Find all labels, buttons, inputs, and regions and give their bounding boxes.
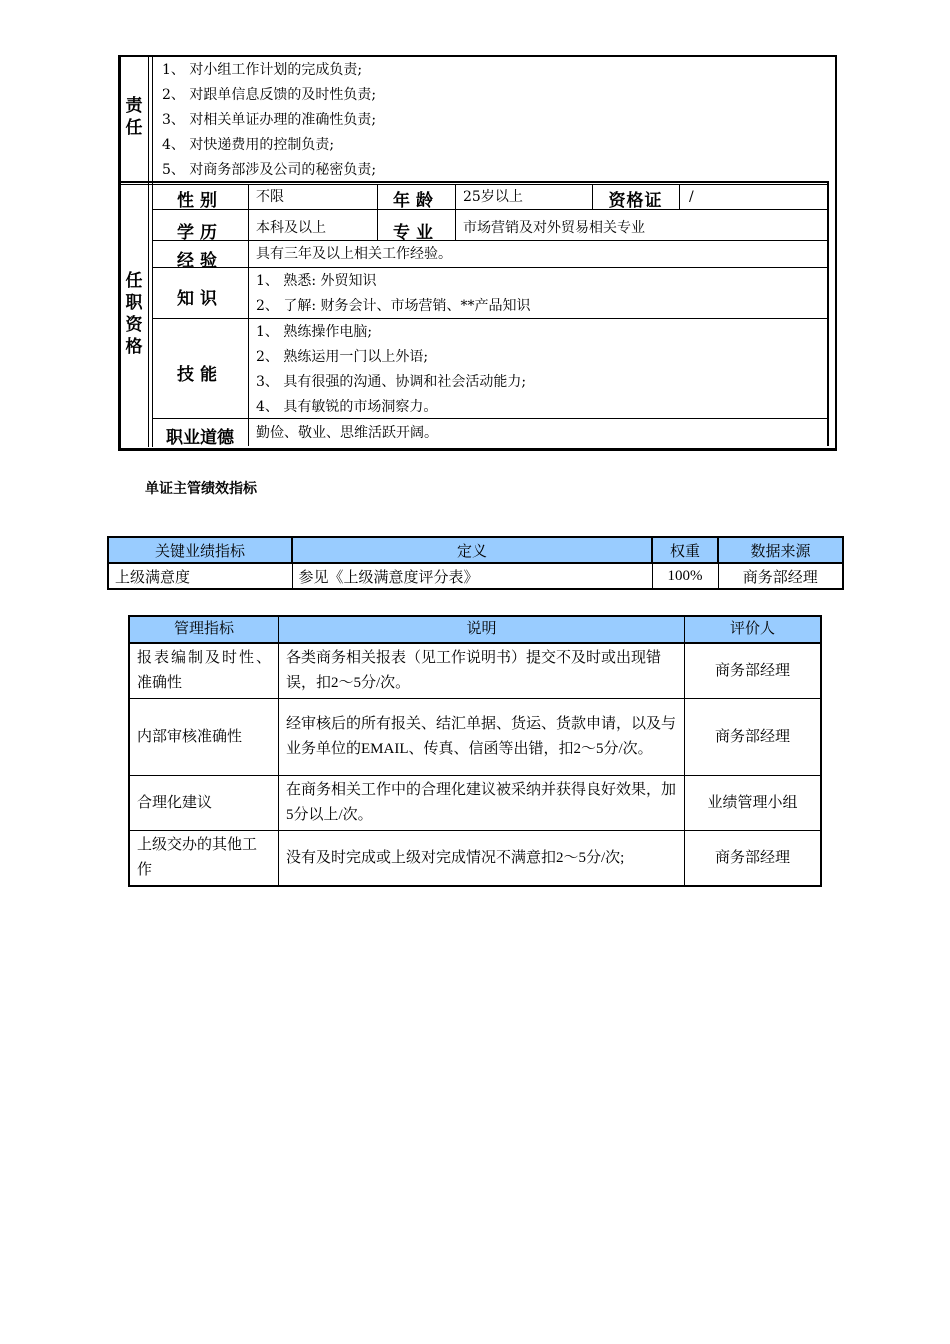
inner-border — [827, 181, 829, 446]
mgmt-cell: 商务部经理 — [685, 831, 822, 887]
kpi-header: 关键业绩指标 — [108, 537, 292, 563]
table-row — [129, 643, 821, 699]
knowledge-item: 1、 熟悉: 外贸知识 — [256, 273, 377, 289]
kpi-cell: 100% — [652, 563, 718, 589]
mgmt-cell: 在商务相关工作中的合理化建议被采纳并获得良好效果，加5分以上/次。 — [279, 776, 685, 831]
resp-item: 1、 对小组工作计划的完成负责; — [162, 62, 363, 78]
mgmt-header: 说明 — [279, 616, 685, 643]
management-table — [128, 615, 822, 887]
col-line — [455, 185, 456, 240]
edu-label: 学历 — [177, 223, 223, 243]
table-header-row — [129, 616, 821, 643]
skill-item: 3、 具有很强的沟通、协调和社会活动能力; — [256, 374, 527, 390]
ethic-label: 职业道德 — [166, 428, 234, 448]
mgmt-cell: 各类商务相关报表（见工作说明书）提交不及时或出现错误，扣2～5分/次。 — [279, 643, 685, 699]
kpi-table — [107, 536, 844, 590]
mgmt-cell: 合理化建议 — [129, 776, 279, 831]
resp-item: 3、 对相关单证办理的准确性负责; — [162, 112, 377, 128]
col-line — [248, 185, 249, 446]
major-label: 专业 — [393, 223, 439, 243]
mgmt-cell: 商务部经理 — [685, 643, 822, 699]
skill-label: 技能 — [177, 365, 223, 385]
gender-value: 不限 — [256, 189, 284, 205]
table-row — [108, 563, 843, 589]
col-divider — [148, 57, 149, 447]
qual-label: 任职资格 — [125, 271, 143, 357]
table-row — [129, 699, 821, 776]
table-header-row — [108, 537, 843, 563]
mgmt-cell: 内部审核准确性 — [129, 699, 279, 776]
section-title: 单证主管绩效指标 — [145, 481, 257, 497]
exp-label: 经验 — [177, 251, 223, 271]
row-line — [152, 267, 828, 268]
mgmt-cell: 经审核后的所有报关、结汇单据、货运、货款申请，以及与业务单位的EMAIL、传真、信函等出错，扣2～5分/次。 — [279, 699, 685, 776]
mgmt-header: 管理指标 — [129, 616, 279, 643]
knowledge-label: 知识 — [177, 289, 223, 309]
mgmt-cell: 没有及时完成或上级对完成情况不满意扣2～5分/次; — [279, 831, 685, 887]
mgmt-cell: 业绩管理小组 — [685, 776, 822, 831]
resp-item: 5、 对商务部涉及公司的秘密负责; — [162, 162, 377, 178]
mgmt-cell: 上级交办的其他工作 — [129, 831, 279, 887]
kpi-header: 权重 — [652, 537, 718, 563]
age-value: 25岁以上 — [463, 189, 523, 205]
knowledge-item: 2、 了解: 财务会计、市场营销、**产品知识 — [256, 298, 531, 314]
ethic-value: 勤俭、敬业、思维活跃开阔。 — [256, 425, 438, 441]
cert-label: 资格证 — [608, 191, 663, 211]
skill-item: 2、 熟练运用一门以上外语; — [256, 349, 429, 365]
cert-value: / — [689, 189, 694, 205]
resp-item: 4、 对快递费用的控制负责; — [162, 137, 335, 153]
edu-value: 本科及以上 — [256, 220, 326, 236]
table-row — [129, 831, 821, 887]
resp-label: 责任 — [125, 96, 143, 138]
kpi-header: 数据来源 — [718, 537, 843, 563]
major-value: 市场营销及对外贸易相关专业 — [463, 220, 645, 236]
mgmt-cell: 报表编制及时性、准确性 — [129, 643, 279, 699]
row-line — [152, 418, 828, 419]
kpi-header: 定义 — [292, 537, 652, 563]
kpi-cell: 上级满意度 — [108, 563, 292, 589]
gender-label: 性别 — [177, 191, 223, 211]
skill-item: 1、 熟练操作电脑; — [256, 324, 373, 340]
age-label: 年龄 — [393, 191, 439, 211]
mgmt-header: 评价人 — [685, 616, 822, 643]
exp-value: 具有三年及以上相关工作经验。 — [256, 246, 452, 262]
col-line — [679, 185, 680, 209]
kpi-cell: 商务部经理 — [718, 563, 843, 589]
skill-item: 4、 具有敏锐的市场洞察力。 — [256, 399, 438, 415]
kpi-cell: 参见《上级满意度评分表》 — [292, 563, 652, 589]
mgmt-cell: 商务部经理 — [685, 699, 822, 776]
table-row — [129, 776, 821, 831]
resp-item: 2、 对跟单信息反馈的及时性负责; — [162, 87, 377, 103]
